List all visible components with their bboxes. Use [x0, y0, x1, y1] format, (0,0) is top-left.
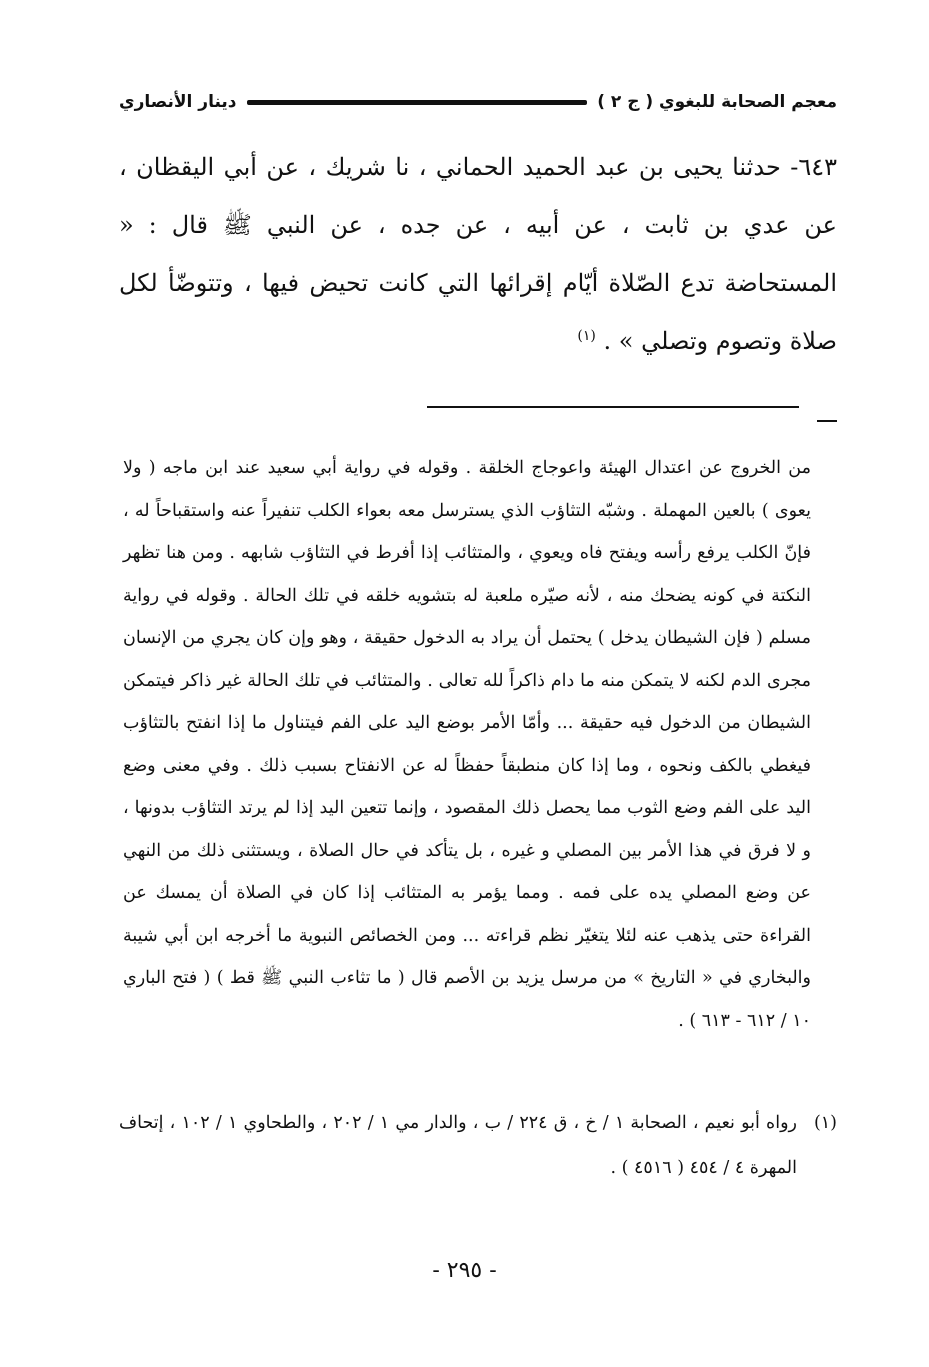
- footnote-1: [119, 1101, 837, 1191]
- continuation-mark: [817, 420, 837, 422]
- footnote-continuation-text: من الخروج عن اعتدال الهيئة واعوجاج الخلقة . وقوله في رواية أبي سعيد عند ابن ماجه ( ولا يعوى ) بالعين المهملة . وشبّه التثاؤب الذي يسترسل معه بعواء الكلب تنفيراً عنه واستقباحاً له ، فإنّ الكلب يرفع رأسه ويفتح فاه ويعوي ، والمتثائب إذا أفرط في التثاؤب شابهه . ومن هنا تظهر النكتة في كونه يضحك منه ، لأنه صيّره ملعبة له بتشويه خلقه في تلك الحالة . وقوله في رواية مسلم ( فإن الشيطان يدخل ) يحتمل أن يراد به الدخول حقيقة ، وهو وإن كان يجري من الإنسان مجرى الدم لكنه لا يتمكن منه ما دام ذاكراً لله تعالى . والمتثائب في تلك الحالة غير ذاكر فيتمكن الشيطان من الدخول فيه حقيقة ... وأمّا الأمر بوضع اليد على الفم فيتناول ما إذا انفتح بالتثاؤب فيغطي بالكف ونحوه ، وما إذا كان منطبقاً حفظاً له عن الانفتاح بسبب ذلك . وفي معنى وضع اليد على الفم وضع الثوب مما يحصل ذلك المقصود ، وإنما تتعين اليد إذا لم يرتد التثاؤب بدونها ، و لا فرق في هذا الأمر بين المصلي و غيره ، بل يتأكد في حال الصلاة ، ويستثنى ذلك من النهي عن وضع المصلي يده على فمه . ومما يؤمر به المتثائب إذا كان في الصلاة أن يمسك عن القراءة حتى يذهب عنه لئلا يتغيّر نظم قراءته ... ومن الخصائص النبوية ما أخرجه ابن أبي شيبة والبخاري في « التاريخ » من مرسل يزيد بن الأصم قال ( ما تثاءب النبي ﷺ قط ) ( فتح الباري ١٠ / ٦١٢ - ٦١٣ ) .: [123, 458, 811, 1031]
- book-title: معجم الصحابة للبغوي ( ج ٢ ): [597, 92, 837, 112]
- page-number: - ٢٩٥ -: [432, 1258, 497, 1283]
- entry-subject: دينار الأنصاري: [119, 92, 237, 112]
- hadith-text: ٦٤٣- حدثنا يحيى بن عبد الحميد الحماني ، نا شريك ، عن أبي اليقظان ، عن عدي بن ثابت ، عن أبيه ، عن جده ، عن النبي ﷺ قال : « المستحاضة تدع الصّلاة أيّام إقرائها التي كانت تحيض فيها ، وتتوضّأ لكل صلاة وتصوم وتصلي » .: [119, 153, 837, 355]
- running-header: [119, 82, 837, 122]
- footnote-separator: [427, 406, 799, 408]
- footnote-text: رواه أبو نعيم ، الصحابة ١ / خ ، ق ٢٢٤ / ب ، والدار مي ١ / ٢٠٢ ، والطحاوي ١ / ١٠٢ ، إتحاف المهرة ٤ / ٤٥٤ ( ٤٥١٦ ) .: [119, 1113, 797, 1178]
- footnote-reference: (١): [577, 328, 596, 344]
- footnote-continuation: [123, 447, 811, 1042]
- hadith-paragraph: [119, 138, 837, 370]
- footnote-number: (١): [813, 1113, 837, 1133]
- hadith-block: [119, 138, 837, 370]
- header-rule: [247, 100, 588, 105]
